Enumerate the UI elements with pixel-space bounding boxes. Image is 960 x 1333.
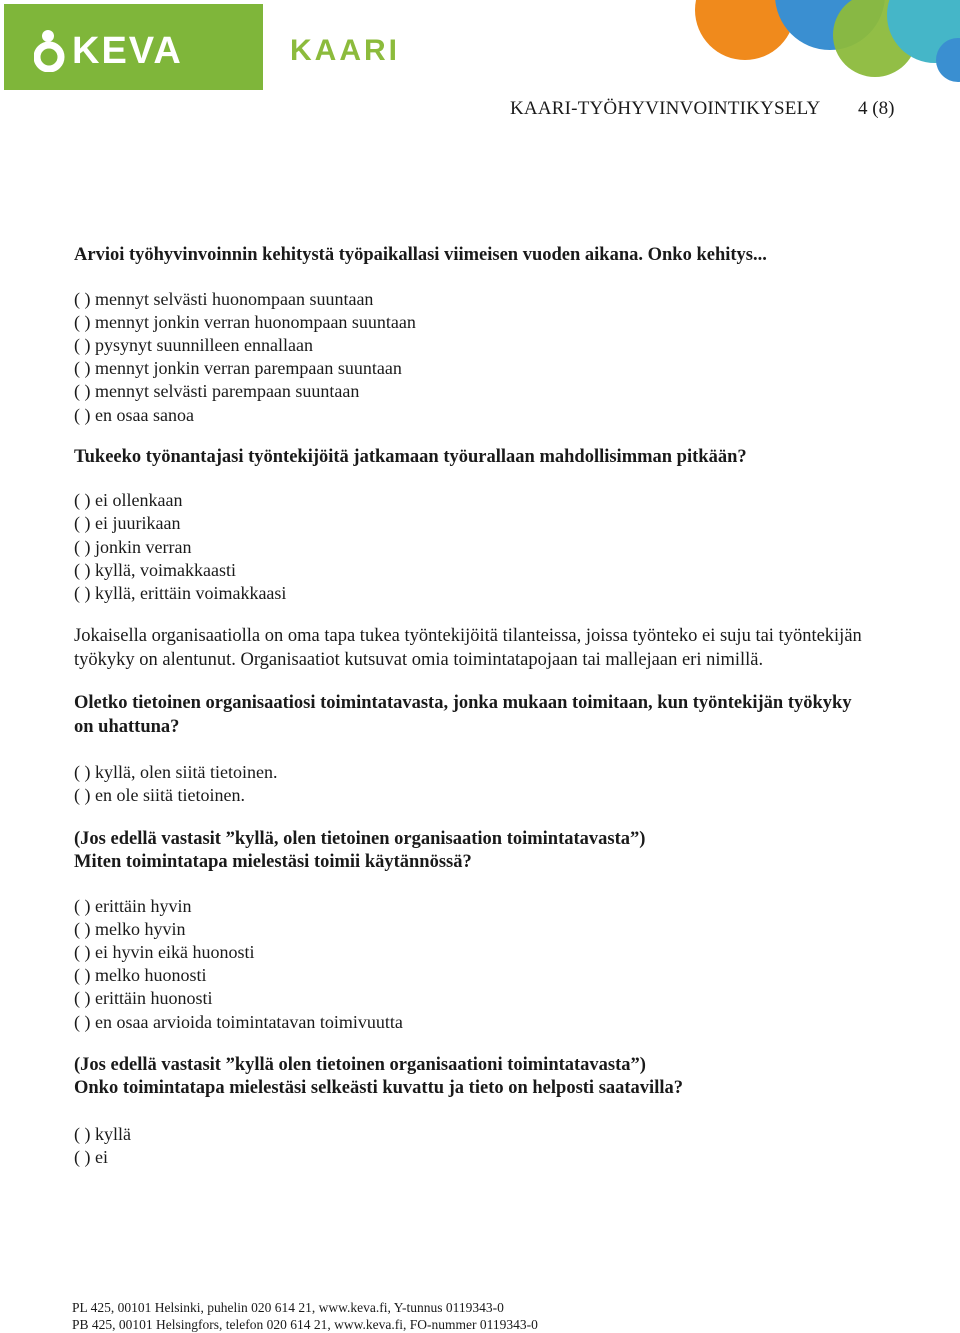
question-4: Miten toimintatapa mielestäsi toimii käytännössä? xyxy=(74,852,472,873)
option[interactable]: ( ) kyllä, erittäin voimakkaasi xyxy=(74,583,287,604)
option[interactable]: ( ) mennyt selvästi parempaan suuntaan xyxy=(74,381,360,402)
survey-content xyxy=(74,244,874,1169)
option[interactable]: ( ) en ole siitä tietoinen. xyxy=(74,785,245,806)
keva-logo-band xyxy=(4,4,263,90)
option[interactable]: ( ) kyllä xyxy=(74,1123,131,1144)
option[interactable]: ( ) kyllä, olen siitä tietoinen. xyxy=(74,762,278,783)
question-5-options xyxy=(74,1123,874,1169)
option[interactable]: ( ) melko huonosti xyxy=(74,965,207,986)
option[interactable]: ( ) en osaa sanoa xyxy=(74,404,194,425)
option[interactable]: ( ) melko hyvin xyxy=(74,918,186,939)
question-2: Tukeeko työnantajasi työntekijöitä jatkamaan työurallaan mahdollisimman pitkään? xyxy=(74,446,747,467)
question-1-options xyxy=(74,288,874,427)
option[interactable]: ( ) en osaa arvioida toimintatavan toimivuutta xyxy=(74,1011,403,1032)
option[interactable]: ( ) mennyt jonkin verran huonompaan suuntaan xyxy=(74,311,416,332)
keva-figure-icon xyxy=(34,28,68,72)
option[interactable]: ( ) pysynyt suunnilleen ennallaan xyxy=(74,334,313,355)
keva-brand: KEVA xyxy=(72,30,183,72)
question-3-options xyxy=(74,761,874,807)
question-4-options xyxy=(74,895,874,1034)
option[interactable]: ( ) erittäin huonosti xyxy=(74,988,213,1009)
option[interactable]: ( ) kyllä, voimakkaasti xyxy=(74,559,236,580)
option[interactable]: ( ) ei ollenkaan xyxy=(74,490,183,511)
footer-line-fi: PL 425, 00101 Helsinki, puhelin 020 614 21, www.keva.fi, Y-tunnus 0119343-0 xyxy=(72,1300,504,1315)
option[interactable]: ( ) ei juurikaan xyxy=(74,513,181,534)
question-4-condition: (Jos edellä vastasit ”kyllä, olen tietoinen organisaation toimintatavasta”) xyxy=(74,828,646,849)
option[interactable]: ( ) jonkin verran xyxy=(74,536,192,557)
option[interactable]: ( ) mennyt selvästi huonompaan suuntaan xyxy=(74,288,374,309)
question-1: Arvioi työhyvinvoinnin kehitystä työpaikallasi viimeisen vuoden aikana. Onko kehitys... xyxy=(74,245,767,265)
question-5: Onko toimintatapa mielestäsi selkeästi kuvattu ja tieto on helposti saatavilla? xyxy=(74,1078,683,1099)
option[interactable]: ( ) erittäin hyvin xyxy=(74,895,192,916)
option[interactable]: ( ) ei hyvin eikä huonosti xyxy=(74,942,255,963)
question-5-condition: (Jos edellä vastasit ”kyllä olen tietoinen organisaationi toimintatavasta”) xyxy=(74,1054,646,1075)
question-3: Oletko tietoinen organisaatiosi toimintatavasta, jonka mukaan toimitaan, kun työntekijän työkyky on uhattuna? xyxy=(74,693,852,737)
kaari-logo: KAARI xyxy=(290,34,400,67)
footer xyxy=(72,1299,538,1333)
footer-line-sv: PB 425, 00101 Helsingfors, telefon 020 614 21, www.keva.fi, FO-nummer 0119343-0 xyxy=(72,1317,538,1332)
decorative-circles-icon xyxy=(690,0,960,96)
option[interactable]: ( ) mennyt jonkin verran parempaan suuntaan xyxy=(74,358,402,379)
question-2-options xyxy=(74,489,874,605)
option[interactable]: ( ) ei xyxy=(74,1147,108,1168)
intro-paragraph: Jokaisella organisaatiolla on oma tapa tukea työntekijöitä tilanteissa, joissa työnteko ei suju tai työntekijän työkyky on alentunut. Organisaatiot kutsuvat omia toimintatapojaan tai mallejaan eri nimillä. xyxy=(74,626,862,670)
page-number: 4 (8) xyxy=(858,98,895,119)
document-title: KAARI-TYÖHYVINVOINTIKYSELY xyxy=(510,98,821,119)
